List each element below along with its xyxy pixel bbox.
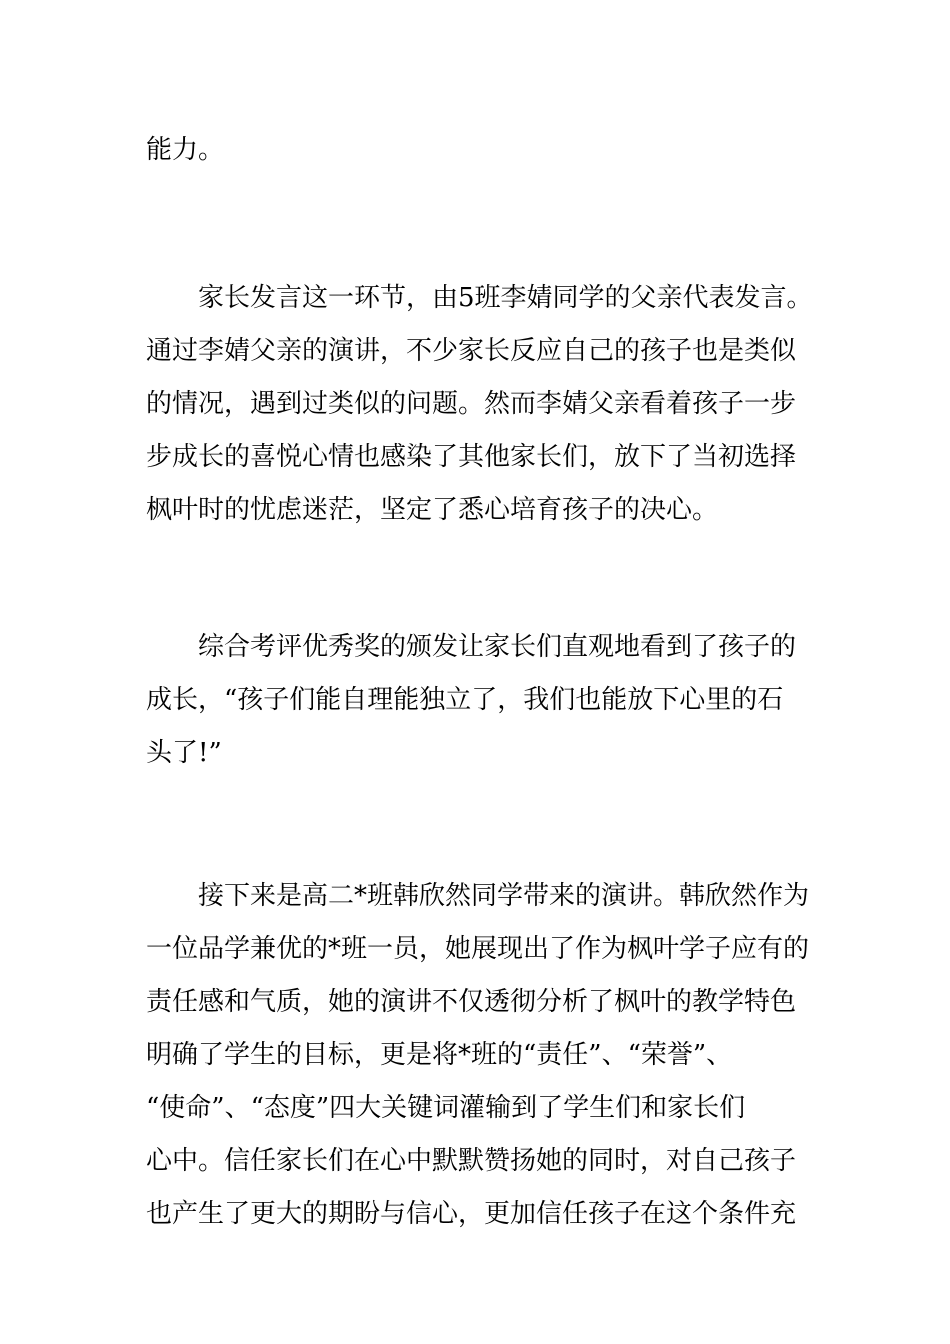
- paragraph-line: 接下来是高二*班韩欣然同学带来的演讲。韩欣然作为: [198, 881, 810, 911]
- paragraph-line: 枫叶时的忧虑迷茫，坚定了悉心培育孩子的决心。: [146, 495, 719, 525]
- paragraph-line: 综合考评优秀奖的颁发让家长们直观地看到了孩子的: [198, 632, 797, 662]
- paragraph-line: 能力。: [146, 135, 225, 165]
- paragraph-line: 一位品学兼优的*班一员，她展现出了作为枫叶学子应有的: [146, 934, 810, 964]
- paragraph-line: 明确了学生的目标，更是将*班的“责任”、“荣誉”、: [146, 1040, 733, 1070]
- paragraph-line: 步成长的喜悦心情也感染了其他家长们，放下了当初选择: [146, 442, 797, 472]
- paragraph-student-speech: [146, 870, 808, 1241]
- paragraph-line: 成长，“孩子们能自理能独立了，我们也能放下心里的石: [146, 685, 784, 715]
- paragraph-line: “使命”、“态度”四大关键词灌输到了学生们和家长们: [146, 1093, 746, 1123]
- paragraph-ability-ending: [146, 124, 808, 177]
- paragraph-parent-speech: [146, 272, 813, 537]
- paragraph-line: 家长发言这一环节，由5班李婧同学的父亲代表发言。: [198, 283, 813, 313]
- paragraph-line: 的情况，遇到过类似的问题。然而李婧父亲看着孩子一步: [146, 389, 797, 419]
- paragraph-award: [146, 621, 808, 780]
- paragraph-line: 也产生了更大的期盼与信心，更加信任孩子在这个条件充: [146, 1199, 797, 1229]
- paragraph-line: 通过李婧父亲的演讲，不少家长反应自己的孩子也是类似: [146, 336, 797, 366]
- paragraph-line: 心中。信任家长们在心中默默赞扬她的同时，对自己孩子: [146, 1146, 797, 1176]
- paragraph-line: 头了!”: [146, 738, 222, 768]
- paragraph-line: 责任感和气质，她的演讲不仅透彻分析了枫叶的教学特色: [146, 987, 797, 1017]
